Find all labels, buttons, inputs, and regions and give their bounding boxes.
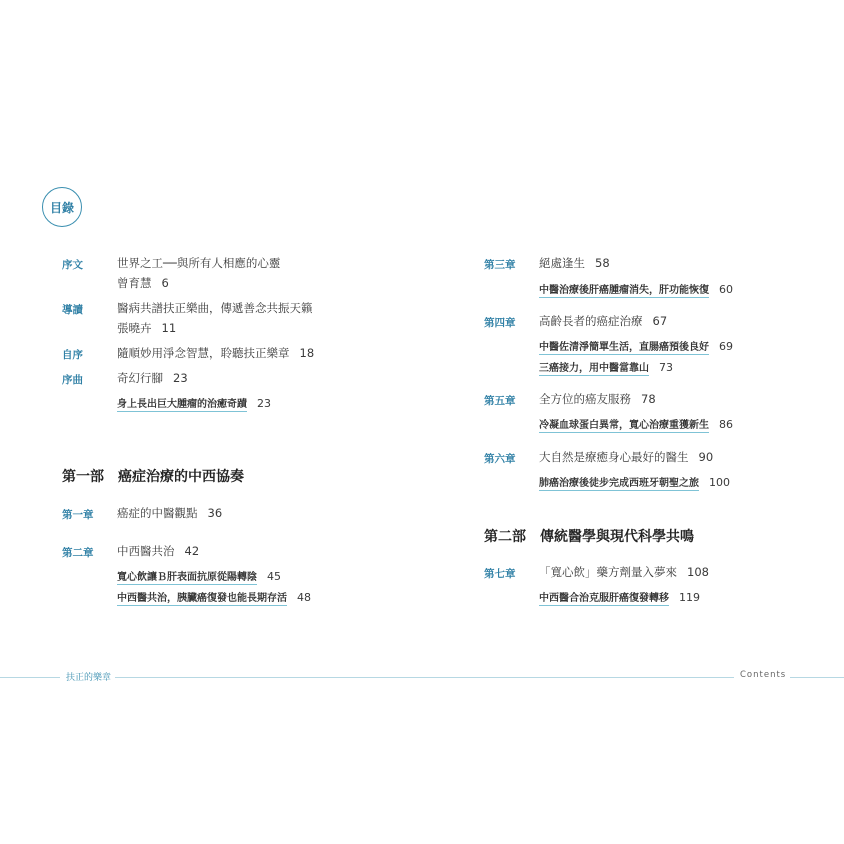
chapter-label-3: 第三章 <box>484 259 516 271</box>
chapter-2-entry[interactable]: 中西醫共治 42 <box>117 544 200 558</box>
page-number: 73 <box>659 361 673 374</box>
page-number: 108 <box>687 565 709 579</box>
entry-label-prelude: 序曲 <box>62 374 83 386</box>
page-number: 58 <box>595 256 610 270</box>
entry-preface-author[interactable]: 曾育慧 6 <box>117 276 169 290</box>
sub-entry-ch7-1[interactable]: 中西醫合治克服肝癌復發轉移 119 <box>539 591 700 604</box>
sub-entry-ch5-1[interactable]: 冷凝血球蛋白異常，寬心治療重獲新生 86 <box>539 418 733 431</box>
entry-prelude[interactable]: 奇幻行腳 23 <box>117 371 188 385</box>
part-one-heading: 第一部 癌症治療的中西協奏 <box>62 469 244 485</box>
footer-rule-middle <box>112 677 734 678</box>
chapter-6-entry[interactable]: 大自然是療癒身心最好的醫生 90 <box>539 450 714 464</box>
entry-label-preface: 序文 <box>62 259 83 271</box>
footer-contents-label: Contents <box>736 670 790 680</box>
page-number: 11 <box>161 321 177 335</box>
page-number: 119 <box>679 591 700 604</box>
page-number: 100 <box>709 476 730 489</box>
footer-rule-right <box>788 677 844 678</box>
page-number: 67 <box>652 314 668 328</box>
entry-guide-title[interactable]: 醫病共譜扶正樂曲，傳遞善念共振天籟 <box>117 301 313 315</box>
sub-entry-ch2-2[interactable]: 中西醫共治，胰臟癌復發也能長期存活 48 <box>117 591 311 604</box>
chapter-label-1: 第一章 <box>62 509 94 521</box>
chapter-4-entry[interactable]: 高齡長者的癌症治療 67 <box>539 314 668 328</box>
chapter-label-7: 第七章 <box>484 568 516 580</box>
page-number: 6 <box>161 276 169 290</box>
toc-badge: 目錄 <box>42 187 82 227</box>
sub-entry-ch4-2[interactable]: 三癌接力，用中醫當靠山 73 <box>539 361 673 374</box>
sub-entry-prelude[interactable]: 身上長出巨大腫瘤的治癒奇蹟 23 <box>117 397 271 410</box>
entry-preface-title[interactable]: 世界之工──與所有人相應的心靈 <box>117 256 281 270</box>
footer-rule-left <box>0 677 60 678</box>
entry-self-preface[interactable]: 隨順妙用淨念智慧，聆聽扶正樂章 18 <box>117 346 315 360</box>
chapter-1-entry[interactable]: 癌症的中醫觀點 36 <box>117 506 223 520</box>
footer-book-title: 扶正的樂章 <box>62 670 115 683</box>
part-two-heading: 第二部 傳統醫學與現代科學共鳴 <box>484 529 694 545</box>
entry-label-guide: 導讀 <box>62 304 83 316</box>
chapter-label-2: 第二章 <box>62 547 94 559</box>
page-number: 23 <box>173 371 188 385</box>
chapter-7-entry[interactable]: 「寬心飲」藥方劑量入夢來 108 <box>539 565 709 579</box>
page-number: 18 <box>299 346 315 360</box>
page-number: 86 <box>719 418 733 431</box>
page-number: 23 <box>257 397 271 410</box>
page-number: 69 <box>719 340 733 353</box>
chapter-label-5: 第五章 <box>484 395 516 407</box>
page-number: 45 <box>267 570 281 583</box>
sub-entry-ch3-1[interactable]: 中醫治療後肝癌腫瘤消失，肝功能恢復 60 <box>539 283 733 296</box>
entry-guide-author[interactable]: 張曉卉 11 <box>117 321 177 335</box>
sub-entry-ch2-1[interactable]: 寬心飲讓Ｂ肝表面抗原從陽轉陰 45 <box>117 570 281 583</box>
sub-entry-ch4-1[interactable]: 中醫佐清淨簡單生活，直腸癌預後良好 69 <box>539 340 733 353</box>
chapter-label-6: 第六章 <box>484 453 516 465</box>
page-number: 78 <box>641 392 656 406</box>
page-number: 48 <box>297 591 311 604</box>
chapter-3-entry[interactable]: 絕處逢生 58 <box>539 256 610 270</box>
chapter-5-entry[interactable]: 全方位的癌友服務 78 <box>539 392 656 406</box>
page-number: 36 <box>207 506 223 520</box>
page-number: 42 <box>184 544 200 558</box>
page-number: 60 <box>719 283 733 296</box>
chapter-label-4: 第四章 <box>484 317 516 329</box>
page-number: 90 <box>698 450 714 464</box>
entry-label-self-preface: 自序 <box>62 349 83 361</box>
sub-entry-ch6-1[interactable]: 肺癌治療後徒步完成西班牙朝聖之旅 100 <box>539 476 730 489</box>
